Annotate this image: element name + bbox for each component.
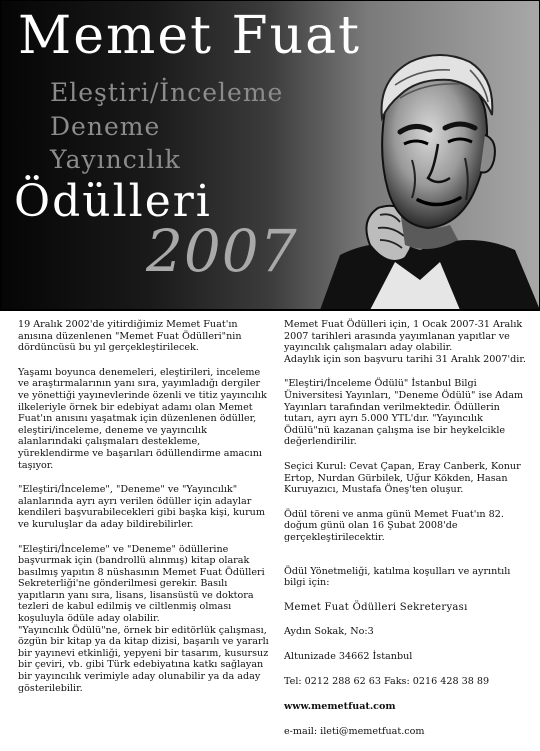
category-criticism: Eleştiri/İnceleme — [50, 78, 284, 107]
address-line-1: Aydın Sokak, No:3 — [284, 626, 374, 638]
header-banner — [0, 0, 540, 310]
poster-title: Memet Fuat — [18, 6, 361, 66]
category-essay: Deneme — [50, 112, 161, 141]
portrait-illustration — [300, 40, 540, 310]
phone-fax: Tel: 0212 288 62 63 Faks: 0216 428 38 89 — [284, 676, 490, 688]
banner-divider — [0, 310, 540, 311]
purpose-paragraph: Yaşamı boyunca denemeleri, eleştirileri, inceleme ve araştırmalarının yanı sıra, yayımladığı dergiler ve yönettiği yayınevlerinde özenli ve titiz yayıncılık ilkeleriyle örnek bir edebiyat adamı olan Memet Fuat'ın anısını yaşatmak için düzenlenen ödüller, eleştiri/inceleme, deneme ve yayıncılık alanlarındaki çalışmaları destekleme, yüreklendirme ve başarıları ödüllendirme amacını taşıyor. — [18, 366, 267, 471]
award-year: 2007 — [146, 217, 298, 285]
left-column — [18, 319, 274, 707]
awards-heading: Ödülleri — [14, 176, 212, 227]
publishing-award-paragraph: "Yayıncılık Ödülü"ne, örnek bir editörlük çalışması, özgün bir kitap ya da kitap dizisi, başarılı ve yararlı bir yayınevi etkinliği, yepyeni bir tasarım, kusursuz bir çeviri, vb. gibi Türk edebiyatına katkı sağlayan bir yayıncılık verimiyle aday olunabilir ya da aday gösterilebilir. — [18, 624, 269, 694]
jury-paragraph: Seçici Kurul: Cevat Çapan, Eray Canberk, Konur Ertop, Nurdan Gürbilek, Uğur Kökden, Hasan Kuruyazıcı, Mustafa Öneş'ten oluşur. — [284, 460, 521, 496]
submission-paragraph: "Eleştiri/İnceleme" ve "Deneme" ödüllerine başvurmak için (bandrollü alınmış) kitap olarak basılmış yapıtın 8 nüshasının Memet Fuat Ödülleri Sekreterliği'ne gönderilmesi gerekir. Basılı yapıtların yanı sıra, lisans, lisansüstü ve doktora tezleri de kabul edilmiş ve ciltlenmiş olması koşuluyla ödüle aday olabilir. — [18, 543, 265, 625]
email-link[interactable]: e-mail: ileti@memetfuat.com — [284, 726, 425, 738]
right-column — [284, 319, 530, 751]
deadline-paragraph: Adaylık için son başvuru tarihi 31 Aralık 2007'dir. — [284, 353, 526, 365]
info-paragraph: Ödül Yönetmeliği, katılma koşulları ve ayrıntılı bilgi için: — [284, 565, 511, 589]
ceremony-paragraph: Ödül töreni ve anma günü Memet Fuat'ın 82. doğum günü olan 16 Şubat 2008'de gerçekleştirilecektir. — [284, 508, 504, 543]
category-publishing: Yayıncılık — [50, 145, 181, 174]
eligibility-paragraph: Memet Fuat Ödülleri için, 1 Ocak 2007-31 Aralık 2007 tarihleri arasında yayımlanan yapıtlar ve yayıncılık çalışmaları aday olabilir. — [284, 319, 523, 354]
intro-paragraph: 19 Aralık 2002'de yitirdiğimiz Memet Fuat'ın anısına düzenlenen "Memet Fuat Ödülleri"nin dördüncüsü bu yıl gerçekleştirilecek. — [18, 319, 242, 354]
website-link[interactable]: www.memetfuat.com — [284, 701, 396, 713]
categories-paragraph: "Eleştiri/İnceleme", "Deneme" ve "Yayıncılık" alanlarında ayrı ayrı verilen ödüller için adaylar kendileri başvurabilecekleri gibi başka kişi, kurum ve kuruluşlar da aday bildirebilirler. — [18, 484, 265, 530]
address-line-2: Altunizade 34662 İstanbul — [284, 651, 413, 663]
prize-paragraph: "Eleştiri/İnceleme Ödülü" İstanbul Bilgi Üniversitesi Yayınları, "Deneme Ödülü" ise Adam Yayınları tarafından verilmektedir. Ödüllerin tutarı, ayrı ayrı 5.000 YTL'dır. "Yayıncılık Ödülü"nü kazanan çalışma ise bir heykelcikle değerlendirilir. — [284, 378, 524, 448]
secretariat-title: Memet Fuat Ödülleri Sekreteryası — [284, 601, 468, 613]
